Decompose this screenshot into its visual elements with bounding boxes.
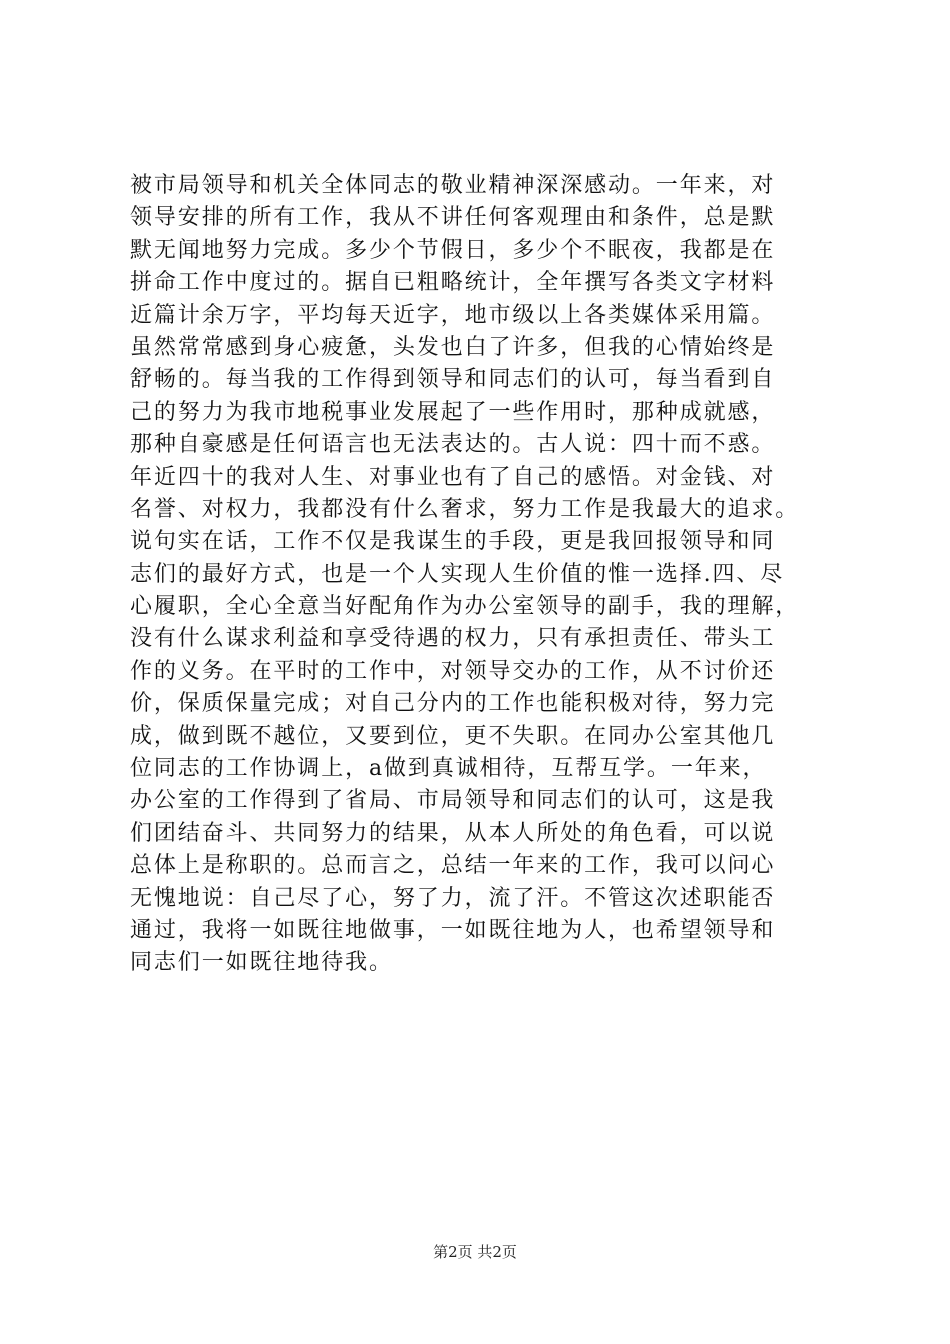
text-line: 总体上是称职的。总而言之，总结一年来的工作，我可以问心 — [130, 853, 776, 879]
body-text — [130, 170, 850, 980]
page-number-label: 第2页 共2页 — [433, 1243, 517, 1261]
page-footer — [0, 1242, 950, 1262]
text-line: 价，保质保量完成；对自己分内的工作也能积极对待，努力完 — [130, 691, 776, 717]
text-line: 成，做到既不越位，又要到位，更不失职。在同办公室其他几 — [130, 723, 776, 749]
text-line: 位同志的工作协调上，a做到真诚相待，互帮互学。一年来， — [130, 756, 767, 782]
text-line: 办公室的工作得到了省局、市局领导和同志们的认可，这是我 — [130, 788, 776, 814]
text-line: 同志们一如既往地待我。 — [130, 950, 393, 976]
text-line: 领导安排的所有工作，我从不讲任何客观理由和条件，总是默 — [130, 205, 776, 231]
text-line: 拼命工作中度过的。据自已粗略统计，全年撰写各类文字材料 — [130, 270, 776, 296]
text-line: 己的努力为我市地税事业发展起了一些作用时，那种成就感， — [130, 399, 776, 425]
text-line: 通过，我将一如既往地做事，一如既往地为人，也希望领导和 — [130, 917, 776, 943]
text-line: 近篇计余万字，平均每天近字，地市级以上各类媒体采用篇。 — [130, 302, 776, 328]
text-line: 没有什么谋求利益和享受待遇的权力，只有承担责任、带头工 — [130, 626, 776, 652]
text-line: 们团结奋斗、共同努力的结果，从本人所处的角色看，可以说 — [130, 820, 776, 846]
text-line: 作的义务。在平时的工作中，对领导交办的工作，从不讨价还 — [130, 658, 776, 684]
text-line: 年近四十的我对人生、对事业也有了自己的感悟。对金钱、对 — [130, 464, 776, 490]
text-line: 默无闻地努力完成。多少个节假日，多少个不眠夜，我都是在 — [130, 237, 776, 263]
text-line: 虽然常常感到身心疲惫，头发也白了许多，但我的心情始终是 — [130, 334, 776, 360]
text-line: 那种自豪感是任何语言也无法表达的。古人说：四十而不惑。 — [130, 432, 776, 458]
text-line: 被市局领导和机关全体同志的敬业精神深深感动。一年来，对 — [130, 173, 776, 198]
text-line: 名誉、对权力，我都没有什么奢求，努力工作是我最大的追求。 — [130, 496, 800, 522]
text-line: 志们的最好方式，也是一个人实现人生价值的惟一选择.四、尽 — [130, 561, 785, 587]
text-line: 心履职，全心全意当好配角作为办公室领导的副手，我的理解， — [130, 594, 800, 620]
text-line: 无愧地说：自己尽了心，努了力，流了汗。不管这次述职能否 — [130, 885, 776, 911]
text-line: 说句实在话，工作不仅是我谋生的手段，更是我回报领导和同 — [130, 529, 776, 555]
text-line: 舒畅的。每当我的工作得到领导和同志们的认可，每当看到自 — [130, 367, 776, 393]
